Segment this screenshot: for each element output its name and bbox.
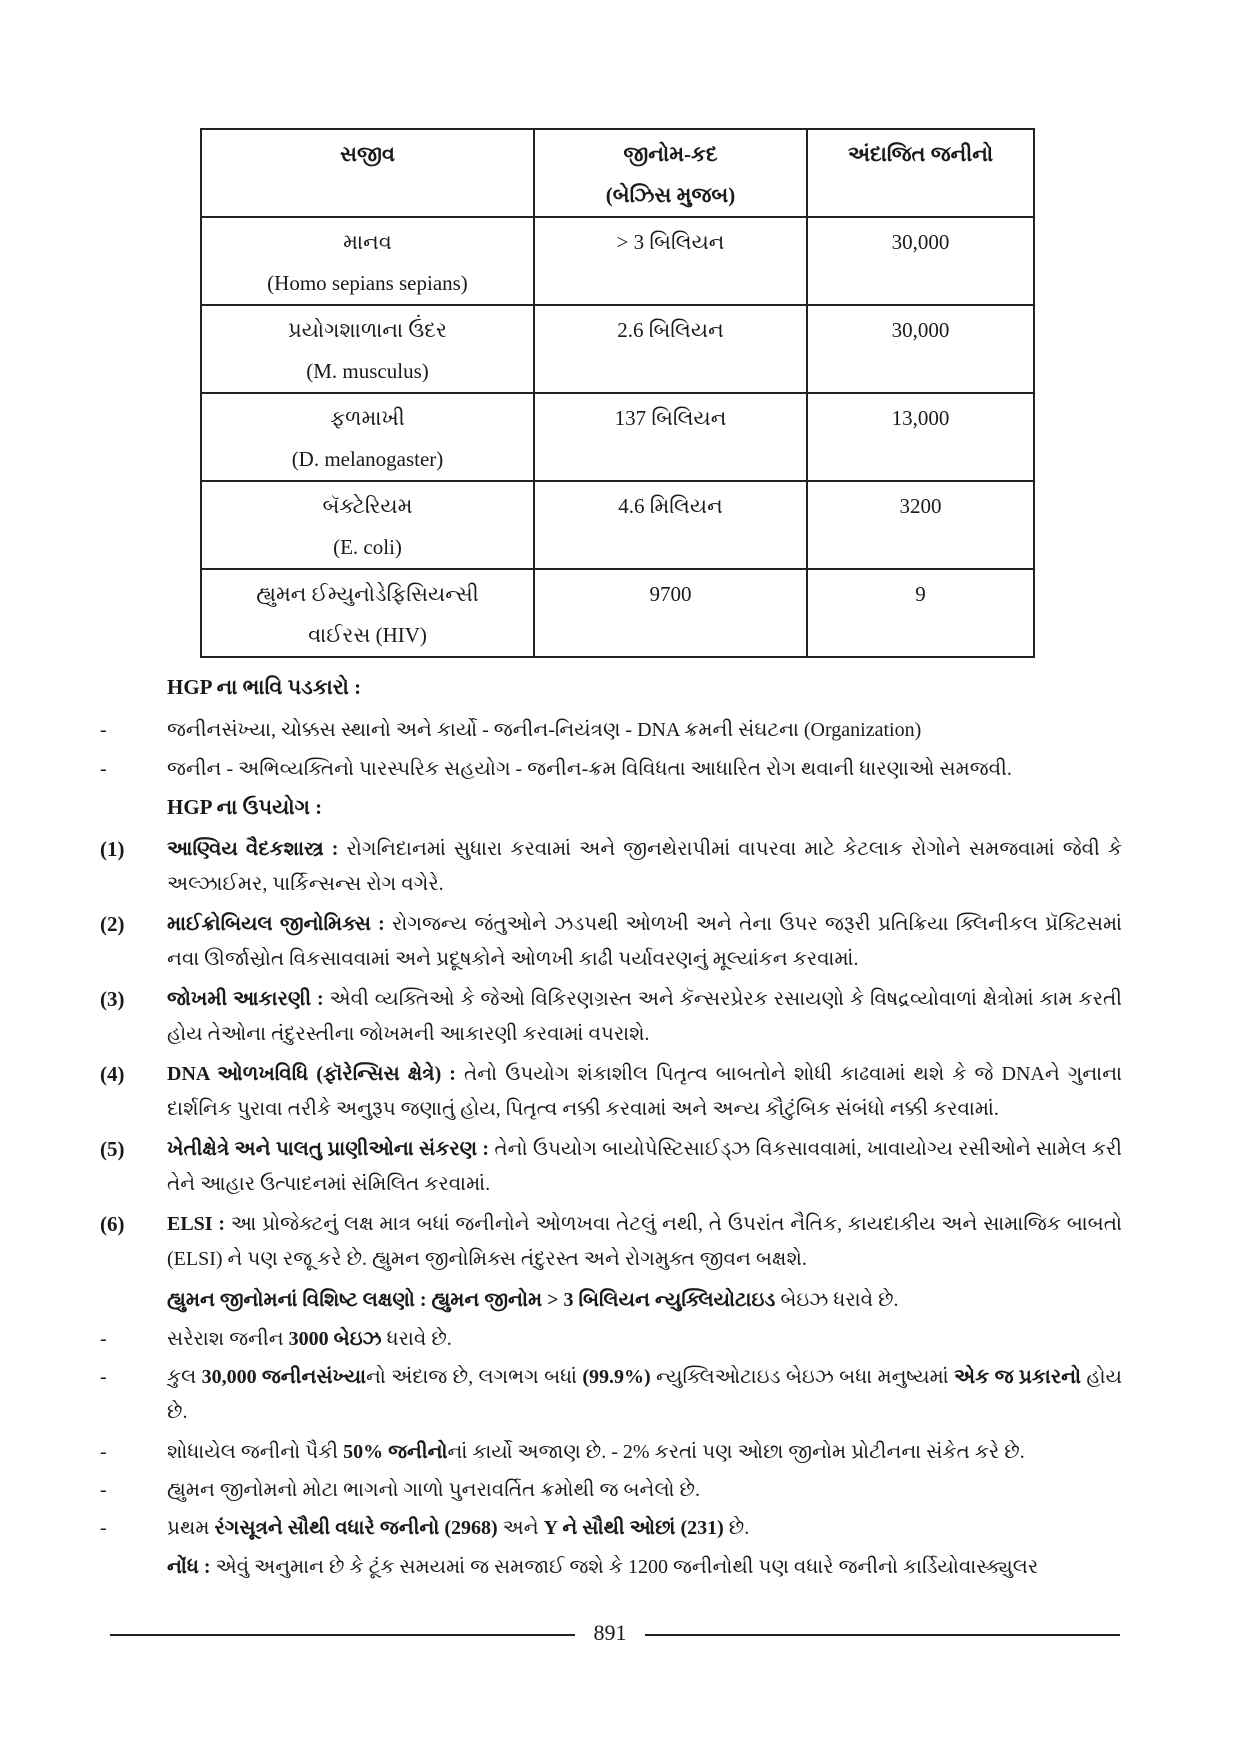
- organism-cell: માનવ (Homo sepians sepians): [201, 217, 534, 305]
- table-row: [201, 217, 1034, 305]
- genome-size-cell: 9700: [534, 569, 807, 657]
- genome-size-cell: 137 બિલિયન: [534, 393, 807, 481]
- genome-size-cell: 4.6 મિલિયન: [534, 481, 807, 569]
- gene-count-cell: 30,000: [807, 217, 1034, 305]
- bullet-dash: -: [100, 1328, 107, 1350]
- gene-count-cell: 3200: [807, 481, 1034, 569]
- table-row: [201, 481, 1034, 569]
- bullet-dash: -: [100, 1441, 107, 1463]
- genome-size-cell: > 3 બિલિયન: [534, 217, 807, 305]
- uses-heading: HGP ના ઉપયોગ :: [167, 795, 323, 819]
- genome-size-table: [200, 128, 1035, 658]
- challenges-heading: HGP ના ભાવિ પડકારો :: [167, 675, 362, 699]
- organism-cell: ફળમાખી (D. melanogaster): [201, 393, 534, 481]
- table-header-row: [201, 129, 1034, 217]
- bullet-dash: -: [100, 758, 107, 780]
- bullet-dash: -: [100, 719, 107, 741]
- organism-cell: બૅક્ટેરિયમ (E. coli): [201, 481, 534, 569]
- page-footer: [110, 1620, 1120, 1650]
- genome-size-cell: 2.6 બિલિયન: [534, 305, 807, 393]
- header-estimated-genes: અંદાજિત જનીનો: [807, 129, 1034, 217]
- bullet-dash: -: [100, 1366, 107, 1388]
- gene-count-cell: 9: [807, 569, 1034, 657]
- organism-cell: હ્યુમન ઈમ્યુનોડેફિસિયન્સી વાઈરસ (HIV): [201, 569, 534, 657]
- bullet-dash: -: [100, 1517, 107, 1539]
- table-row: [201, 305, 1034, 393]
- header-organism: સજીવ: [201, 129, 534, 217]
- document-page: સજીવ જીનોમ-કદ (બેઝિસ મુજબ) અંદાજિત જનીનો માનવ (Homo sepians sepians) > 3 બિલિયન 30,000 પ્રયોગશાળાના ઉંદર (M. musculus) 2.6 બિલિયન 30,000 ફળમાખી (D. melanogaster) 137 બિલિયન 13,000 બૅક્ટેરિયમ (E. coli) 4.6 મિલિયન 3200 હ્યુમન ઈમ્યુનોડેફિસિયન્સી વાઈરસ (HIV) 9700 9 HGP ના ભાવિ પડકારો : - જનીનસંખ્યા, ચોક્કસ સ્થાનો અને કાર્યો - જનીન-નિયંત્રણ - DNA ક્રમની સંઘટના (Organization) - જનીન - અભિવ્યક્તિનો પારસ્પરિક સહયોગ - જનીન-ક્રમ વિવિધતા આધારિત રોગ થવાની ધારણાઓ સમજવી. HGP ના ઉપયોગ : (1) આણ્વિય વૈદકશાસ્ત્ર : રોગનિદાનમાં સુધારા કરવામાં અને જીનથેરાપીમાં વાપરવા માટે કેટલાક રોગોને સમજવામાં જેવી કે અલ્ઝાઈમર, પાર્કિન્સન્સ રોગ વગેરે. (2) માઈક્રોબિયલ જીનોમિક્સ : રોગજન્ય જંતુઓને ઝડપથી ઓળખી અને તેના ઉપર જરૂરી પ્રતિક્રિયા ક્લિનીકલ પ્રૅક્ટિસમાં નવા ઊર્જાસ્રોત વિકસાવવામાં અને પ્રદૂષકોને ઓળખી કાઢી પર્યાવરણનું મૂલ્યાંકન કરવામાં. (3) જોખમી આકારણી : એવી વ્યક્તિઓ કે જેઓ વિકિરણગ્રસ્ત અને કૅન્સરપ્રેરક રસાયણો કે વિષદ્રવ્યોવાળાં ક્ષેત્રોમાં કામ કરતી હોય તેઓના તંદુરસ્તીના જોખમની આકારણી કરવામાં વપરાશે. (4) DNA ઓળખવિધિ (ફૉરેન્સિસ ક્ષેત્રે) : તેનો ઉપયોગ શંકાશીલ પિતૃત્વ બાબતોને શોધી કાઢવામાં થશે કે જે DNAને ગુનાના દાર્શનિક પુરાવા તરીકે અનુરૂપ જણાતું હોય, પિતૃત્વ નક્કી કરવામાં અને અન્ય કૌટુંબિક સંબંધો નક્કી કરવામાં. (5) ખેતીક્ષેત્રે અને પાલતુ પ્રાણીઓના સંકરણ : તેનો ઉપયોગ બાયોપેસ્ટિસાઈડ્ઝ વિકસાવવામાં, ખાવાયોગ્ય રસીઓને સામેલ કરી તેને આહાર ઉત્પાદનમાં સંમિલિત કરવામાં. (6) ELSI : આ પ્રોજેક્ટનું લક્ષ માત્ર બધાં જનીનોને ઓળખવા તેટલું નથી, તે ઉપરાંત નૈતિક, કાયદાકીય અને સામાજિક બાબતો (ELSI) ને પણ રજૂ કરે છે. હ્યુમન જીનોમિક્સ તંદુરસ્ત અને રોગમુક્ત જીવન બક્ષશે. હ્યુમન જીનોમનાં વિશિષ્ટ લક્ષણો : હ્યુમન જીનોમ > 3 બિલિયન ન્યુક્લિયોટાઇડ બેઇઝ ધરાવે છે. - સરેરાશ જનીન 3000 બેઇઝ ધરાવે છે. - કુલ 30,000 જનીનસંખ્યાનો અંદાજ છે, લગભગ બધાં (99.9%) ન્યુક્લિઓટાઇડ બેઇઝ બધા મનુષ્યમાં એક જ પ્રકારનો હોય છે. - શોધાયેલ જનીનો પૈકી 50% જનીનોનાં કાર્યો અજાણ છે. - 2% કરતાં પણ ઓછા જીનોમ પ્રોટીનના સંકેત કરે છે. - હ્યુમન જીનોમનો મોટા ભાગનો ગાળો પુનરાવર્તિત ક્રમોથી જ બનેલો છે. - પ્રથમ રંગસૂત્રને સૌથી વધારે જનીનો (2968) અને Y ને સૌથી ઓછાં (231) છે. નોંધ : એવું અનુમાન છે કે ટૂંક સમયમાં જ સમજાઈ જશે કે 1200 જનીનોથી પણ વધારે જનીનો કાર્ડિયોવાસ્ક્યુલર 891: [0, 0, 1241, 1754]
- bullet-dash: -: [100, 1479, 107, 1501]
- gene-count-cell: 13,000: [807, 393, 1034, 481]
- header-genome-size: જીનોમ-કદ (બેઝિસ મુજબ): [534, 129, 807, 217]
- gene-count-cell: 30,000: [807, 305, 1034, 393]
- organism-cell: પ્રયોગશાળાના ઉંદર (M. musculus): [201, 305, 534, 393]
- table-row: [201, 569, 1034, 657]
- table-row: [201, 393, 1034, 481]
- page-number: 891: [593, 1620, 627, 1645]
- footer-rule-right: [645, 1634, 1120, 1636]
- footer-rule-left: [110, 1634, 575, 1636]
